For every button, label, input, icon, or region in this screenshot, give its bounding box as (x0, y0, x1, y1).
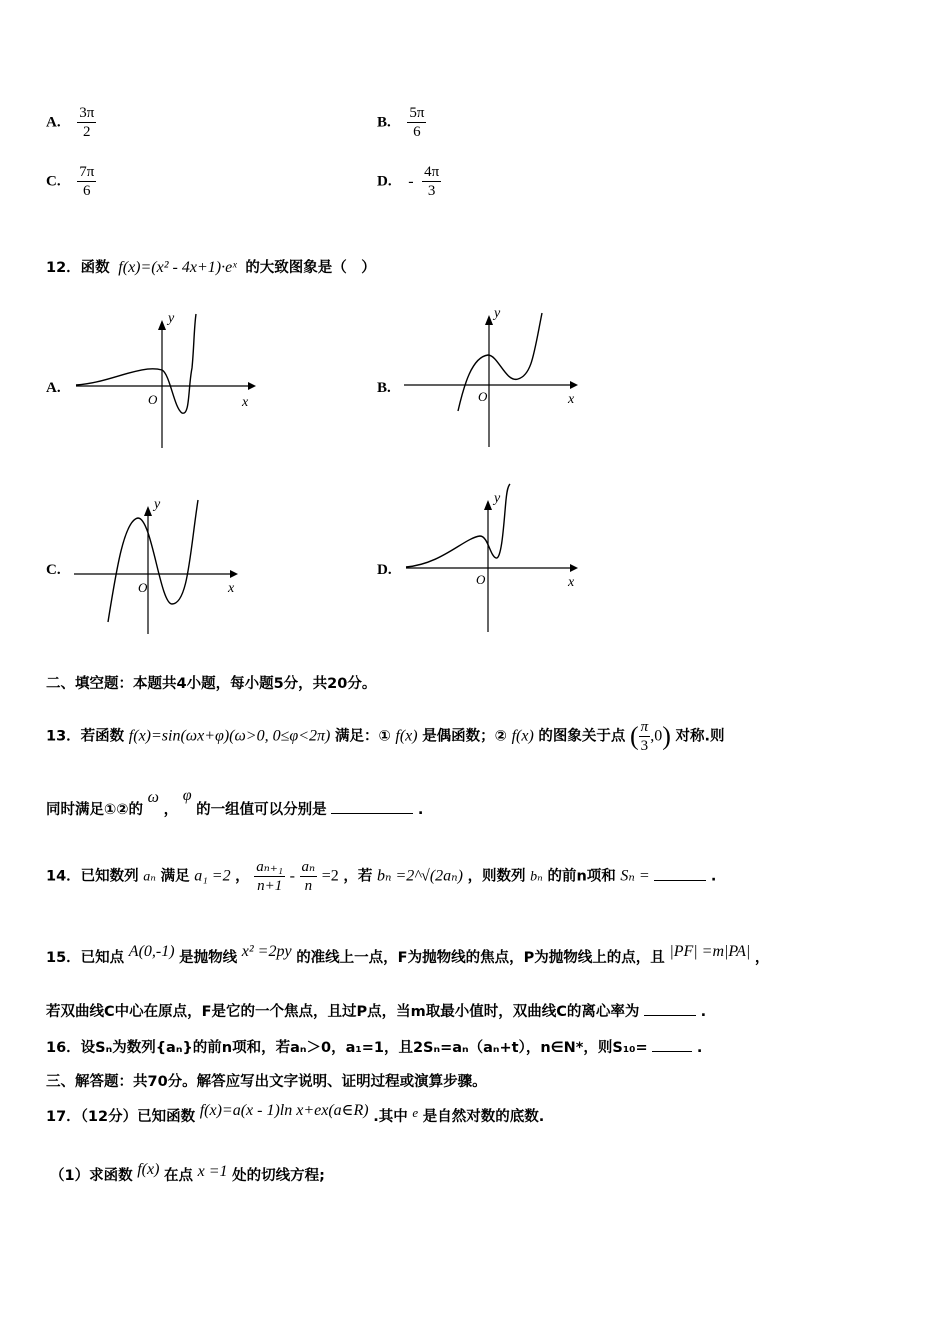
q14-minus: - (289, 867, 295, 885)
q16-period: . (696, 1040, 703, 1056)
graph-a-x-label: x (242, 395, 249, 410)
q15-line2: 若双曲线C中心在原点，F是它的一个焦点，且过P点，当m取最小值时，双曲线C的离心率为 (46, 1004, 640, 1020)
q15-part1: 15．已知点 (46, 950, 125, 966)
q16-answer-blank[interactable] (652, 1051, 692, 1052)
option-b-num: 5π (409, 105, 425, 121)
q13-formula: f(x)=sin(ωx+φ)(ω>0, 0≤φ<2π) (128, 727, 331, 745)
q14-part3: ， (235, 868, 250, 885)
question-17-part1 (50, 1161, 325, 1185)
q17-part1: 17．（12分）已知函数 (46, 1109, 196, 1125)
q17-part3: 是自然对数的底数. (422, 1109, 545, 1125)
option-a-den: 2 (82, 124, 91, 140)
q14-frac1-den: n+1 (257, 878, 283, 894)
graph-c (72, 492, 252, 640)
q12-tail: 的大致图象是（ ） (245, 260, 376, 276)
graph-b-x-arrow (570, 381, 578, 389)
q13-point-num: π (640, 719, 649, 735)
graph-c-y-arrow (144, 506, 152, 516)
question-13-line2 (46, 787, 424, 819)
graph-a-x-arrow (248, 382, 256, 390)
graph-c-origin: O (138, 580, 148, 595)
q15-period: . (700, 1004, 707, 1020)
graph-a (70, 308, 260, 453)
question-16 (46, 1036, 702, 1057)
q17-1-point: x =1 (197, 1163, 228, 1180)
q12-formula: f(x)=(x² - 4x+1)·eˣ (118, 259, 237, 276)
q17-formula: f(x)=a(x - 1)ln x+ex(a∈R) (199, 1102, 369, 1119)
question-15-line2 (46, 1000, 706, 1021)
graph-a-origin: O (148, 392, 158, 407)
q16-text: 16．设Sₙ为数列{aₙ}的前n项和，若aₙ＞0，a₁=1，且2Sₙ=aₙ（aₙ+t），n∈N*，则S₁₀= (46, 1040, 648, 1056)
graph-a-y-label: y (168, 311, 175, 326)
q13-part5: 对称.则 (675, 728, 725, 745)
graph-d-y-label: y (494, 491, 501, 506)
q14-a1: a₁ =2 (194, 867, 231, 885)
graph-d-x-label: x (568, 575, 575, 590)
q14-part2: 满足 (160, 868, 190, 885)
q13-part4: 的图象关于点 (538, 728, 626, 745)
graph-b-label: B. (377, 380, 391, 396)
q13-point-tail: ,0 (650, 727, 663, 745)
q15-part3: 的准线上一点，F为抛物线的焦点，P为抛物线上的点，且 (296, 950, 665, 966)
graph-b-y-arrow (485, 315, 493, 325)
option-c-num: 7π (79, 164, 95, 180)
graph-c-label: C. (46, 562, 61, 578)
q13-part2: 满足：① (334, 728, 391, 745)
graph-d (402, 480, 592, 638)
option-d-num: 4π (424, 164, 440, 180)
q15-part2: 是抛物线 (179, 950, 238, 966)
q14-bn2: bₙ (530, 869, 543, 885)
graph-c-curve (108, 500, 198, 622)
q15-part4: ， (754, 950, 770, 966)
option-d-fraction (422, 163, 441, 200)
q13-part3: 是偶函数；② (422, 728, 507, 745)
option-a-label: A. (46, 114, 61, 131)
graph-b-origin: O (478, 389, 488, 404)
option-c-den: 6 (82, 183, 91, 199)
q13-omega: ω (147, 789, 159, 806)
option-c-fraction (77, 163, 96, 200)
q14-part6: 的前n项和 (547, 868, 616, 885)
graph-a-curve (76, 314, 196, 413)
q17-1-part2: 在点 (164, 1168, 194, 1184)
q14-eq2: =2 (321, 867, 339, 885)
q13-answer-blank[interactable] (331, 813, 413, 814)
q13-phi: φ (182, 787, 192, 804)
option-b-fraction (407, 104, 426, 141)
q17-part2: .其中 (373, 1109, 408, 1125)
q17-1-fx: f(x) (137, 1161, 160, 1178)
q15-parabola: x² =2py (241, 943, 292, 960)
graph-b-curve (458, 313, 542, 411)
graph-b-y-label: y (494, 306, 501, 321)
question-17 (46, 1102, 545, 1126)
q14-an: aₙ (143, 869, 156, 885)
option-a-fraction (77, 104, 96, 141)
q14-sn: Sₙ = (620, 867, 650, 885)
option-d-sign: - (408, 172, 414, 190)
graph-a-y-arrow (158, 320, 166, 330)
q12-number: 12．函数 (46, 260, 110, 276)
question-15 (46, 943, 770, 967)
q13-fx1: f(x) (395, 727, 418, 745)
graph-b-x-label: x (568, 392, 575, 407)
graph-d-label: D. (377, 562, 392, 578)
graph-c-y-label: y (154, 497, 161, 512)
q15-relation: |PF| =m|PA| (669, 943, 751, 960)
q14-part4: ，若 (343, 868, 373, 885)
graph-d-origin: O (476, 572, 486, 587)
q14-period: . (710, 868, 717, 885)
graph-c-x-label: x (228, 581, 235, 596)
graph-a-label: A. (46, 380, 61, 396)
q14-frac2-num: aₙ (301, 859, 316, 875)
q13-period: . (417, 802, 424, 818)
q13-line2-start: 同时满足①②的 (46, 802, 144, 818)
q14-answer-blank[interactable] (654, 880, 706, 881)
q14-frac2 (300, 858, 318, 895)
q14-frac1-num: aₙ₊₁ (256, 859, 283, 875)
q14-part5: ，则数列 (467, 868, 526, 885)
question-13: 13．若函数 f(x)=sin(ωx+φ)(ω>0, 0≤φ<2π) 满足：① f(x) 是偶函数；② f(x) 的图象关于点 ( $\frac{\pi}{3}$ ,0) 对称.则 (46, 719, 725, 754)
option-d-den: 3 (427, 183, 436, 199)
q13-point-den: 3 (640, 738, 649, 754)
q15-point-a: A(0,-1) (128, 943, 175, 960)
question-14 (46, 858, 716, 895)
option-a-num: 3π (79, 105, 95, 121)
q14-frac2-den: n (304, 878, 313, 894)
q13-point-frac (639, 718, 651, 755)
option-d (377, 163, 441, 200)
q13-comma: ， (163, 802, 179, 818)
option-c-label: C. (46, 173, 61, 190)
q13-line2-end: 的一组值可以分别是 (196, 802, 327, 818)
option-a (46, 104, 96, 141)
q13-fx2: f(x) (511, 727, 534, 745)
q14-part1: 14．已知数列 (46, 868, 139, 885)
option-b (377, 104, 426, 141)
option-b-label: B. (377, 114, 391, 131)
q14-frac1 (254, 858, 285, 895)
q17-e: e (412, 1105, 419, 1120)
option-c (46, 163, 96, 200)
graph-c-x-arrow (230, 570, 238, 578)
q17-1-part3: 处的切线方程; (232, 1168, 325, 1184)
q15-answer-blank[interactable] (644, 1015, 696, 1016)
question-12 (46, 256, 376, 277)
q14-bn: bₙ =2^√(2aₙ) (377, 867, 463, 885)
section-2-heading: 二、填空题：本题共4小题，每小题5分，共20分。 (46, 676, 377, 692)
q17-1-part1: （1）求函数 (50, 1168, 133, 1184)
graph-d-y-arrow (484, 500, 492, 510)
section-3-heading: 三、解答题：共70分。解答应写出文字说明、证明过程或演算步骤。 (46, 1074, 487, 1090)
option-d-label: D. (377, 173, 392, 190)
graph-d-x-arrow (570, 564, 578, 572)
option-b-den: 6 (413, 124, 421, 140)
q13-part1: 13．若函数 (46, 728, 125, 745)
graph-b (402, 305, 592, 450)
